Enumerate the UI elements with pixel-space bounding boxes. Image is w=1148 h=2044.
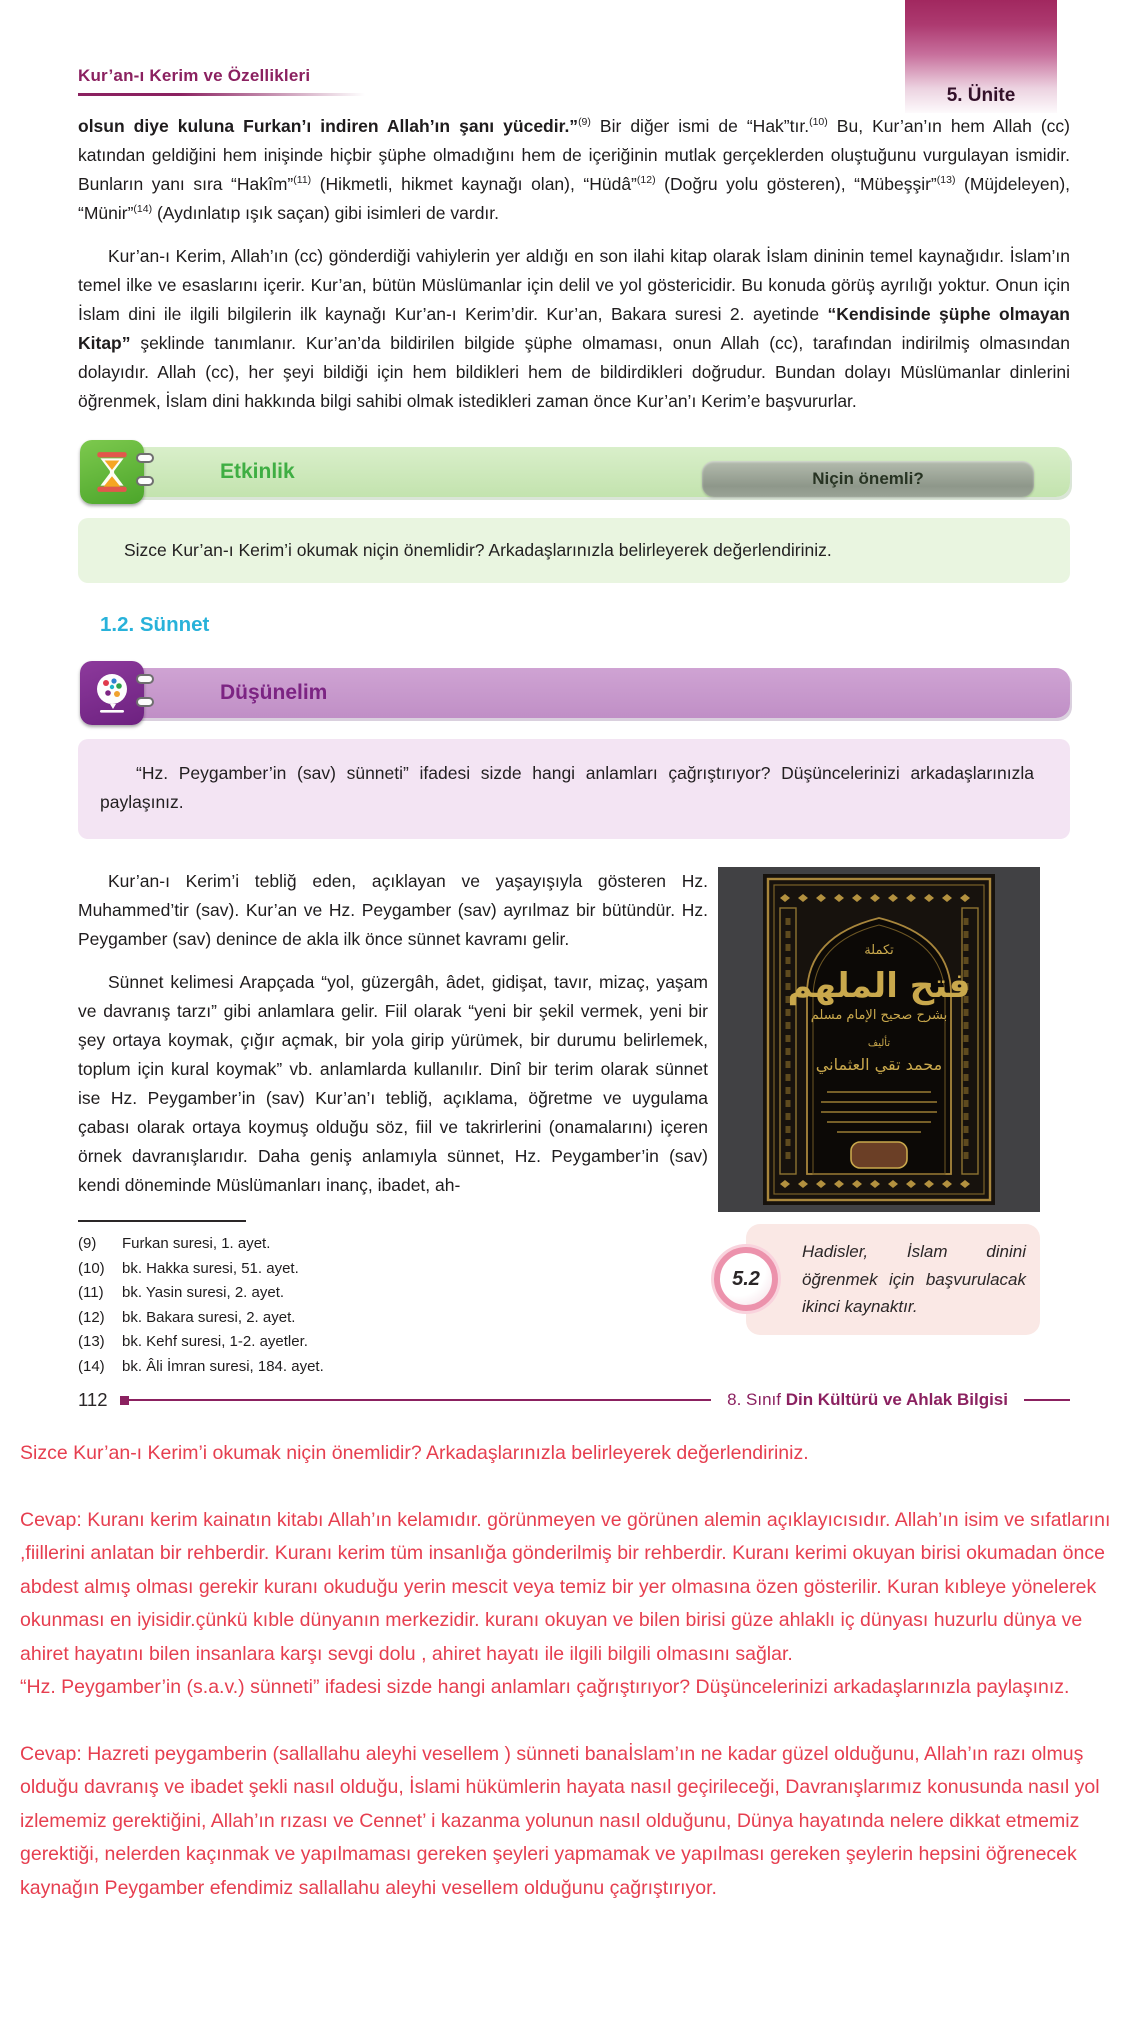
footer-rule-end <box>1024 1399 1070 1401</box>
chapter-title-underline <box>78 93 365 96</box>
hadith-book-cover-image <box>718 867 1040 1212</box>
unit-badge <box>905 0 1057 113</box>
hourglass-icon-graphic <box>91 450 133 494</box>
unit-badge-label: 5. Ünite <box>946 85 1016 106</box>
book-cover-graphic <box>763 874 995 1205</box>
answer-text-1: Cevap: Kuranı kerim kainatın kitabı Allah’ın kelamıdır. görünmeyen ve görünen alemin açıklayıcısıdır. Allah’ın isim ve sıfatlarını ,fiillerini anlatan bir rehberdir. Kuranı kerim tüm insanlığa gönderilmiş bir rehberdir. Kuranı kerimi okuyan birisi okumadan önce abdest almış olması gerekir kuranı okuduğu yerin mescit veya temiz bir yer olmasına özen gösterilir. Kuran kıbleye yönelerek okunması en iyisidir.çünkü kıble dünyanın merkezidir. kuranı okuyan ve bilen birisi güze ahlaklı iç dünyası huzurlu dünya ve ahiret hayatını bilen insanlara karşı sevgi dolu , ahiret hayatı ile ilgili bilgili olmasını sağlar. <box>20 1508 1111 1665</box>
binder-rings <box>136 453 158 499</box>
activity-question-box <box>78 518 1070 583</box>
think-question-box <box>78 739 1070 839</box>
footnote-item: (10) bk. Hakka suresi, 51. ayet. <box>78 1259 299 1277</box>
footnote-item: (12) bk. Bakara suresi, 2. ayet. <box>78 1308 296 1326</box>
paragraph-sunnah-intro: Kur’an-ı Kerim’i tebliğ eden, açıklayan ve yaşayışıyla gösteren Hz. Muhammed’tir (sav). Kur’an ve Hz. Peygamber (sav) ayrılmaz bir bütündür. Hz. Peygamber (sav) denince de akla ilk önce sünnet kavramı gelir. <box>78 871 708 949</box>
svg-text:تأليف: تأليف <box>867 1038 891 1049</box>
figure-caption-text: Hadisler, İslam dinini öğrenmek için başvurulacak ikinci kaynaktır. <box>802 1242 1026 1316</box>
think-banner-bar <box>124 668 1070 718</box>
activity-banner <box>78 440 1070 504</box>
svg-text:بشرح صحيح الإمام مسلم: بشرح صحيح الإمام مسلم <box>810 1008 948 1023</box>
page-number: 112 <box>78 1389 108 1410</box>
activity-question-text: Sizce Kur’an-ı Kerim’i okumak niçin önemlidir? Arkadaşlarınızla belirleyerek değerlendiriniz. <box>124 540 832 560</box>
chapter-title: Kur’an-ı Kerim ve Özellikleri <box>78 66 311 85</box>
footer-square-marker <box>120 1396 129 1405</box>
section-heading-sunnet: 1.2. Sünnet <box>100 613 210 636</box>
figure-caption <box>732 1224 1040 1335</box>
binder-rings <box>136 674 158 720</box>
hourglass-icon <box>80 440 144 504</box>
think-question-text: “Hz. Peygamber’in (sav) sünneti” ifadesi sizde hangi anlamları çağrıştırıyor? Düşüncelerinizi arkadaşlarınızla paylaşınız. <box>100 763 1034 812</box>
think-banner <box>78 661 1070 725</box>
think-label: Düşünelim <box>220 681 328 704</box>
page-footer <box>78 1389 1070 1411</box>
figure-number-badge: 5.2 <box>714 1247 778 1311</box>
activity-banner-bar <box>124 447 1070 497</box>
footnote-list <box>78 1232 708 1379</box>
answer-text-2: Cevap: Hazreti peygamberin (sallallahu aleyhi vesellem ) sünneti banaİslam’ın ne kadar güzel olduğunu, Allah’ın razı olmuş olduğu davranış ve ibadet şekli nasıl olduğu, İslami hükümlerin hayata nasıl geçirileceği, Davranışlarımız konusunda nasıl yol izlememiz gerektiğini, Allah’ın rızası ve Cennet’ i kazanma yolunun nasıl olduğunu, Dünya hayatında nelere dikkat etmemiz gerektiği, nelerden kaçınmak ve yapılmaması gereken şeyleri yapmamak ve yapılması gereken şeylerin hepsini öğrenecek kaynağın Peygamber efendimiz sallallahu aleyhi vesellem olduğunu çağrıştırıyor. <box>20 1742 1100 1899</box>
footnote-item: (13) bk. Kehf suresi, 1-2. ayetler. <box>78 1333 308 1350</box>
student-answers-section <box>0 1437 1148 1905</box>
footnotes <box>78 1220 708 1379</box>
footnote-divider <box>78 1220 246 1222</box>
footnote-item: (11) bk. Yasin suresi, 2. ayet. <box>78 1284 285 1301</box>
two-column-section <box>78 867 1070 1379</box>
footer-rule <box>129 1399 712 1401</box>
paragraph-quran-names: olsun diye kuluna Furkan’ı indiren Allah’ın şanı yücedir.”$^{(9)}$ Bir diğer ismi de “Hak”tır.$^{(10)}$ Bu, Kur’an’ın hem Allah (cc) katından geldiğini hem inişinde hiçbir şüphe olmadığını hem de içeriğinin mutlak gerçeklerden oluştuğunu vurgulayan ismidir. Bunların yanı sıra “Hakîm”$^{(11)}$ (Hikmetli, hikmet kaynağı olan), “Hüdâ”$^{(12)}$ (Doğru yolu gösteren), “Mübeşşir”$^{(13)}$ (Müjdeleyen), “Münir”$^{(14)}$ (Aydınlatıp ışık saçan) gibi isimleri de vardır. <box>78 116 1071 223</box>
thought-bubble-icon <box>80 661 144 725</box>
footnote-item: (9) Furkan suresi, 1. ayet. <box>78 1235 271 1252</box>
svg-text:فتح الملهم: فتح الملهم <box>787 966 971 1006</box>
left-text-column <box>78 867 708 1379</box>
footer-course-title: 8. Sınıf Din Kültürü ve Ahlak Bilgisi <box>727 1390 1008 1409</box>
thought-bubble-icon-graphic <box>90 670 134 716</box>
activity-label: Etkinlik <box>220 460 295 483</box>
figure-column <box>718 867 1040 1379</box>
footnote-item: (14) bk. Âli İmran suresi, 184. ayet. <box>78 1357 324 1375</box>
svg-text:محمد تقي العثماني: محمد تقي العثماني <box>815 1055 943 1074</box>
answer-question-2: “Hz. Peygamber’in (s.a.v.) sünneti” ifadesi sizde hangi anlamları çağrıştırıyor? Düşüncelerinizi arkadaşlarınızla paylaşınız. <box>20 1676 1070 1698</box>
answer-question-1: Sizce Kur’an-ı Kerim’i okumak niçin önemlidir? Arkadaşlarınızla belirleyerek değerlendiriniz. <box>20 1442 809 1464</box>
activity-tag-pill: Niçin önemli? <box>702 461 1034 497</box>
paragraph-quran-source: Kur’an-ı Kerim, Allah’ın (cc) gönderdiği vahiylerin yer aldığı en son ilahi kitap olarak İslam dininin temel kaynağıdır. İslam’ın temel ilke ve esaslarını içerir. Kur’an, bütün Müslümanlar için delil ve yol göstericidir. Bu konuda görüş ayrılığı yoktur. Onun için İslam dini ile ilgili bilgilerin ilk kaynağı Kur’an-ı Kerim’dir. Kur’an, Bakara suresi 2. ayetinde “Kendisinde şüphe olmayan Kitap” şeklinde tanımlanır. Kur’an’da bildirilen bilgide şüphe olmaması, onun Allah (cc), tarafından indirilmiş olmasından dolayıdır. Allah (cc), her şeyi bildiği için hem bildikleri hem de bildirdikleri doğrudur. Bundan dolayı Müslümanlar dinlerini öğrenmek, İslam dini hakkında bilgi sahibi olmak istedikleri zaman önce Kur’an’ı Kerim’e başvururlar. <box>78 246 1070 411</box>
svg-text:تكملة: تكملة <box>864 943 894 958</box>
paragraph-sunnah-definition: Sünnet kelimesi Arapçada “yol, güzergâh, âdet, gidişat, tavır, mizaç, yaşam ve davranış tarzı” gibi anlamlara gelir. Fiil olarak “yeni bir şekil vermek, yeni bir şey ortaya koymak, çığır açmak, bir yola girip yürümek, bir durumu belirlemek, toplum için kural koymak” vb. anlamlarda kullanılır. Dinî bir terim olarak sünnet ise Hz. Peygamber’in (sav) Kur’an’ı tebliğ, açıklama, öğretme ve uygulama çabası olarak ortaya koymuş olduğu söz, fiil ve takrirlerini (onamalarını) içeren örnek davranışlarıdır. Daha geniş anlamıyla sünnet, Hz. Peygamber’in (sav) kendi döneminde Müslümanları inanç, ibadet, ah- <box>78 972 708 1195</box>
